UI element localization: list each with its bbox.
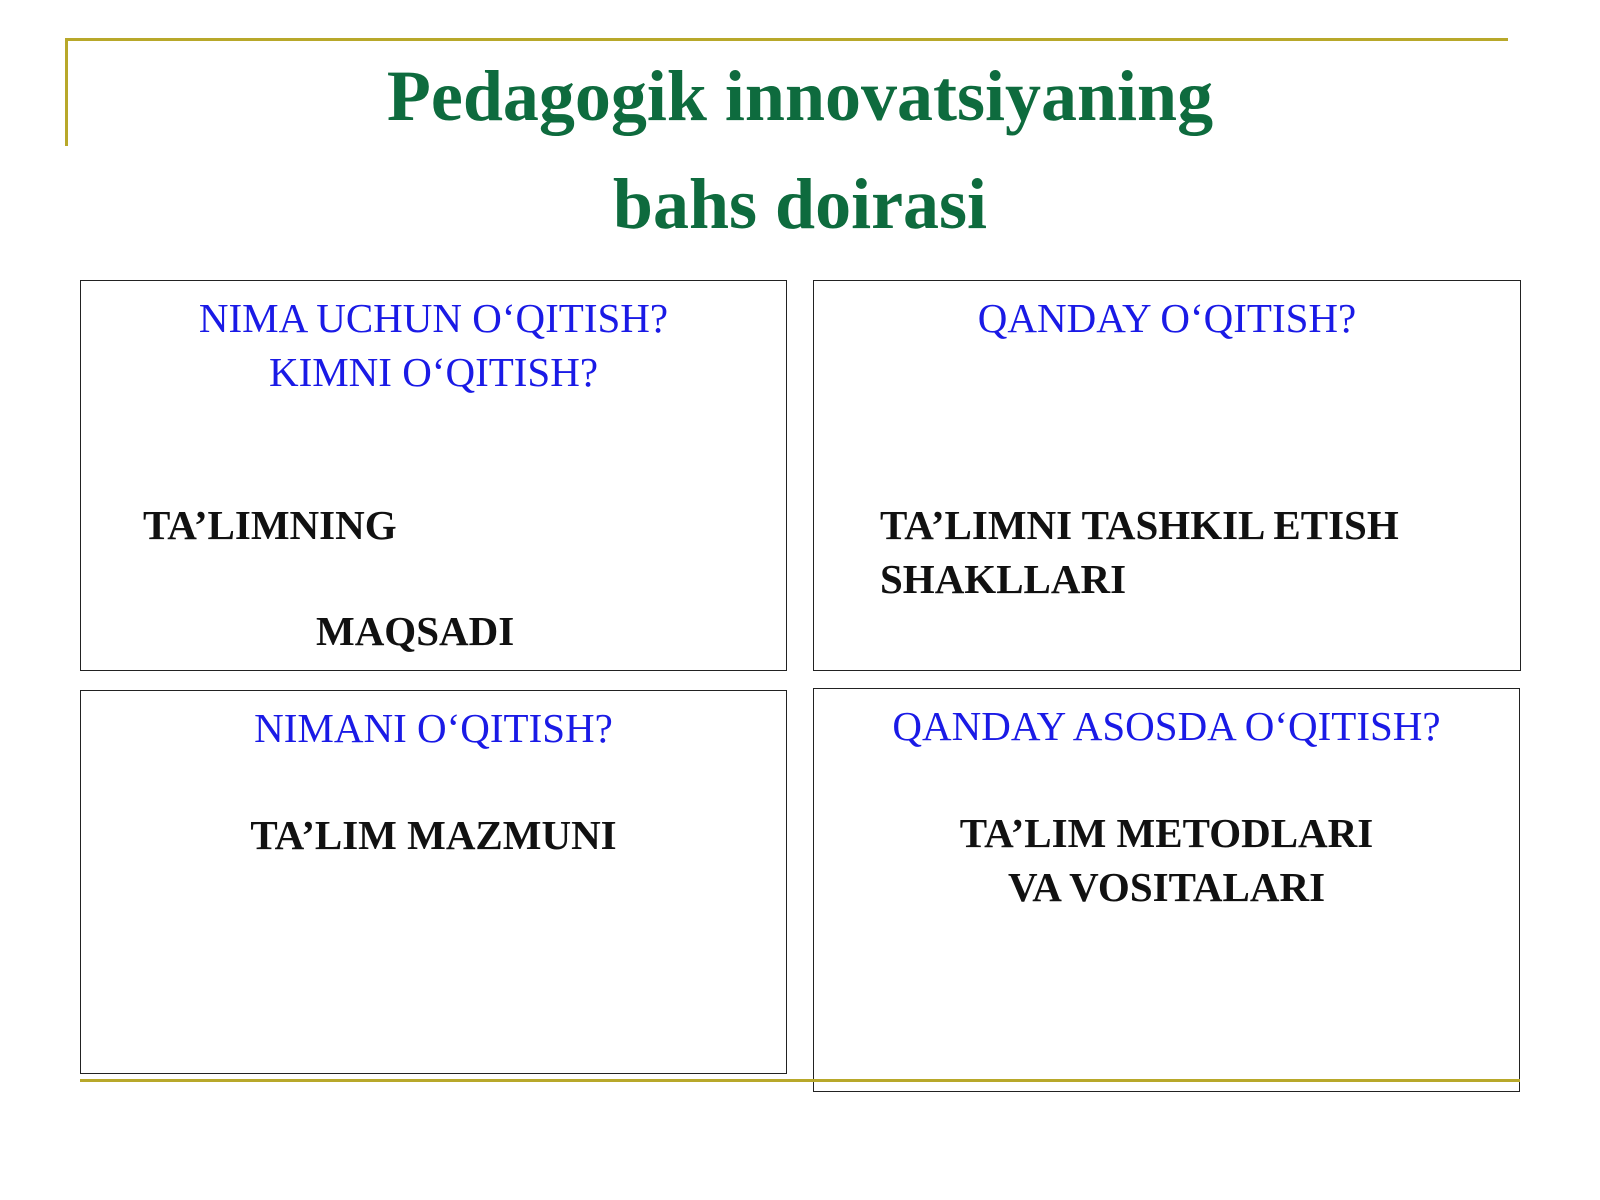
- box-purpose: [80, 280, 787, 671]
- box-content: [80, 690, 787, 1074]
- box-answer: TA’LIM MAZMUNI: [250, 812, 617, 858]
- box-question: NIMA UCHUN O‘QITISH? KIMNI O‘QITISH?: [198, 295, 669, 395]
- box-question: QANDAY ASOSDA O‘QITISH?: [892, 703, 1441, 749]
- bottom-accent-line: [80, 1079, 1520, 1082]
- slide-title-line-2: bahs doirasi: [612, 164, 988, 244]
- box-methods: [813, 688, 1520, 1092]
- box-question: QANDAY O‘QITISH?: [977, 295, 1357, 341]
- box-organization-forms: [813, 280, 1521, 671]
- box-answer: TA’LIMNI TASHKIL ETISH SHAKLLARI: [880, 502, 1399, 602]
- box-answer-line-1: TA’LIMNING: [143, 502, 397, 548]
- box-answer-line-2: MAQSADI: [316, 608, 515, 654]
- slide-title-line-1: Pedagogik innovatsiyaning: [386, 56, 1214, 136]
- top-accent-line: [66, 38, 1508, 41]
- box-question: NIMANI O‘QITISH?: [254, 705, 613, 751]
- box-answer: TA’LIM METODLARI VA VOSITALARI: [959, 810, 1374, 910]
